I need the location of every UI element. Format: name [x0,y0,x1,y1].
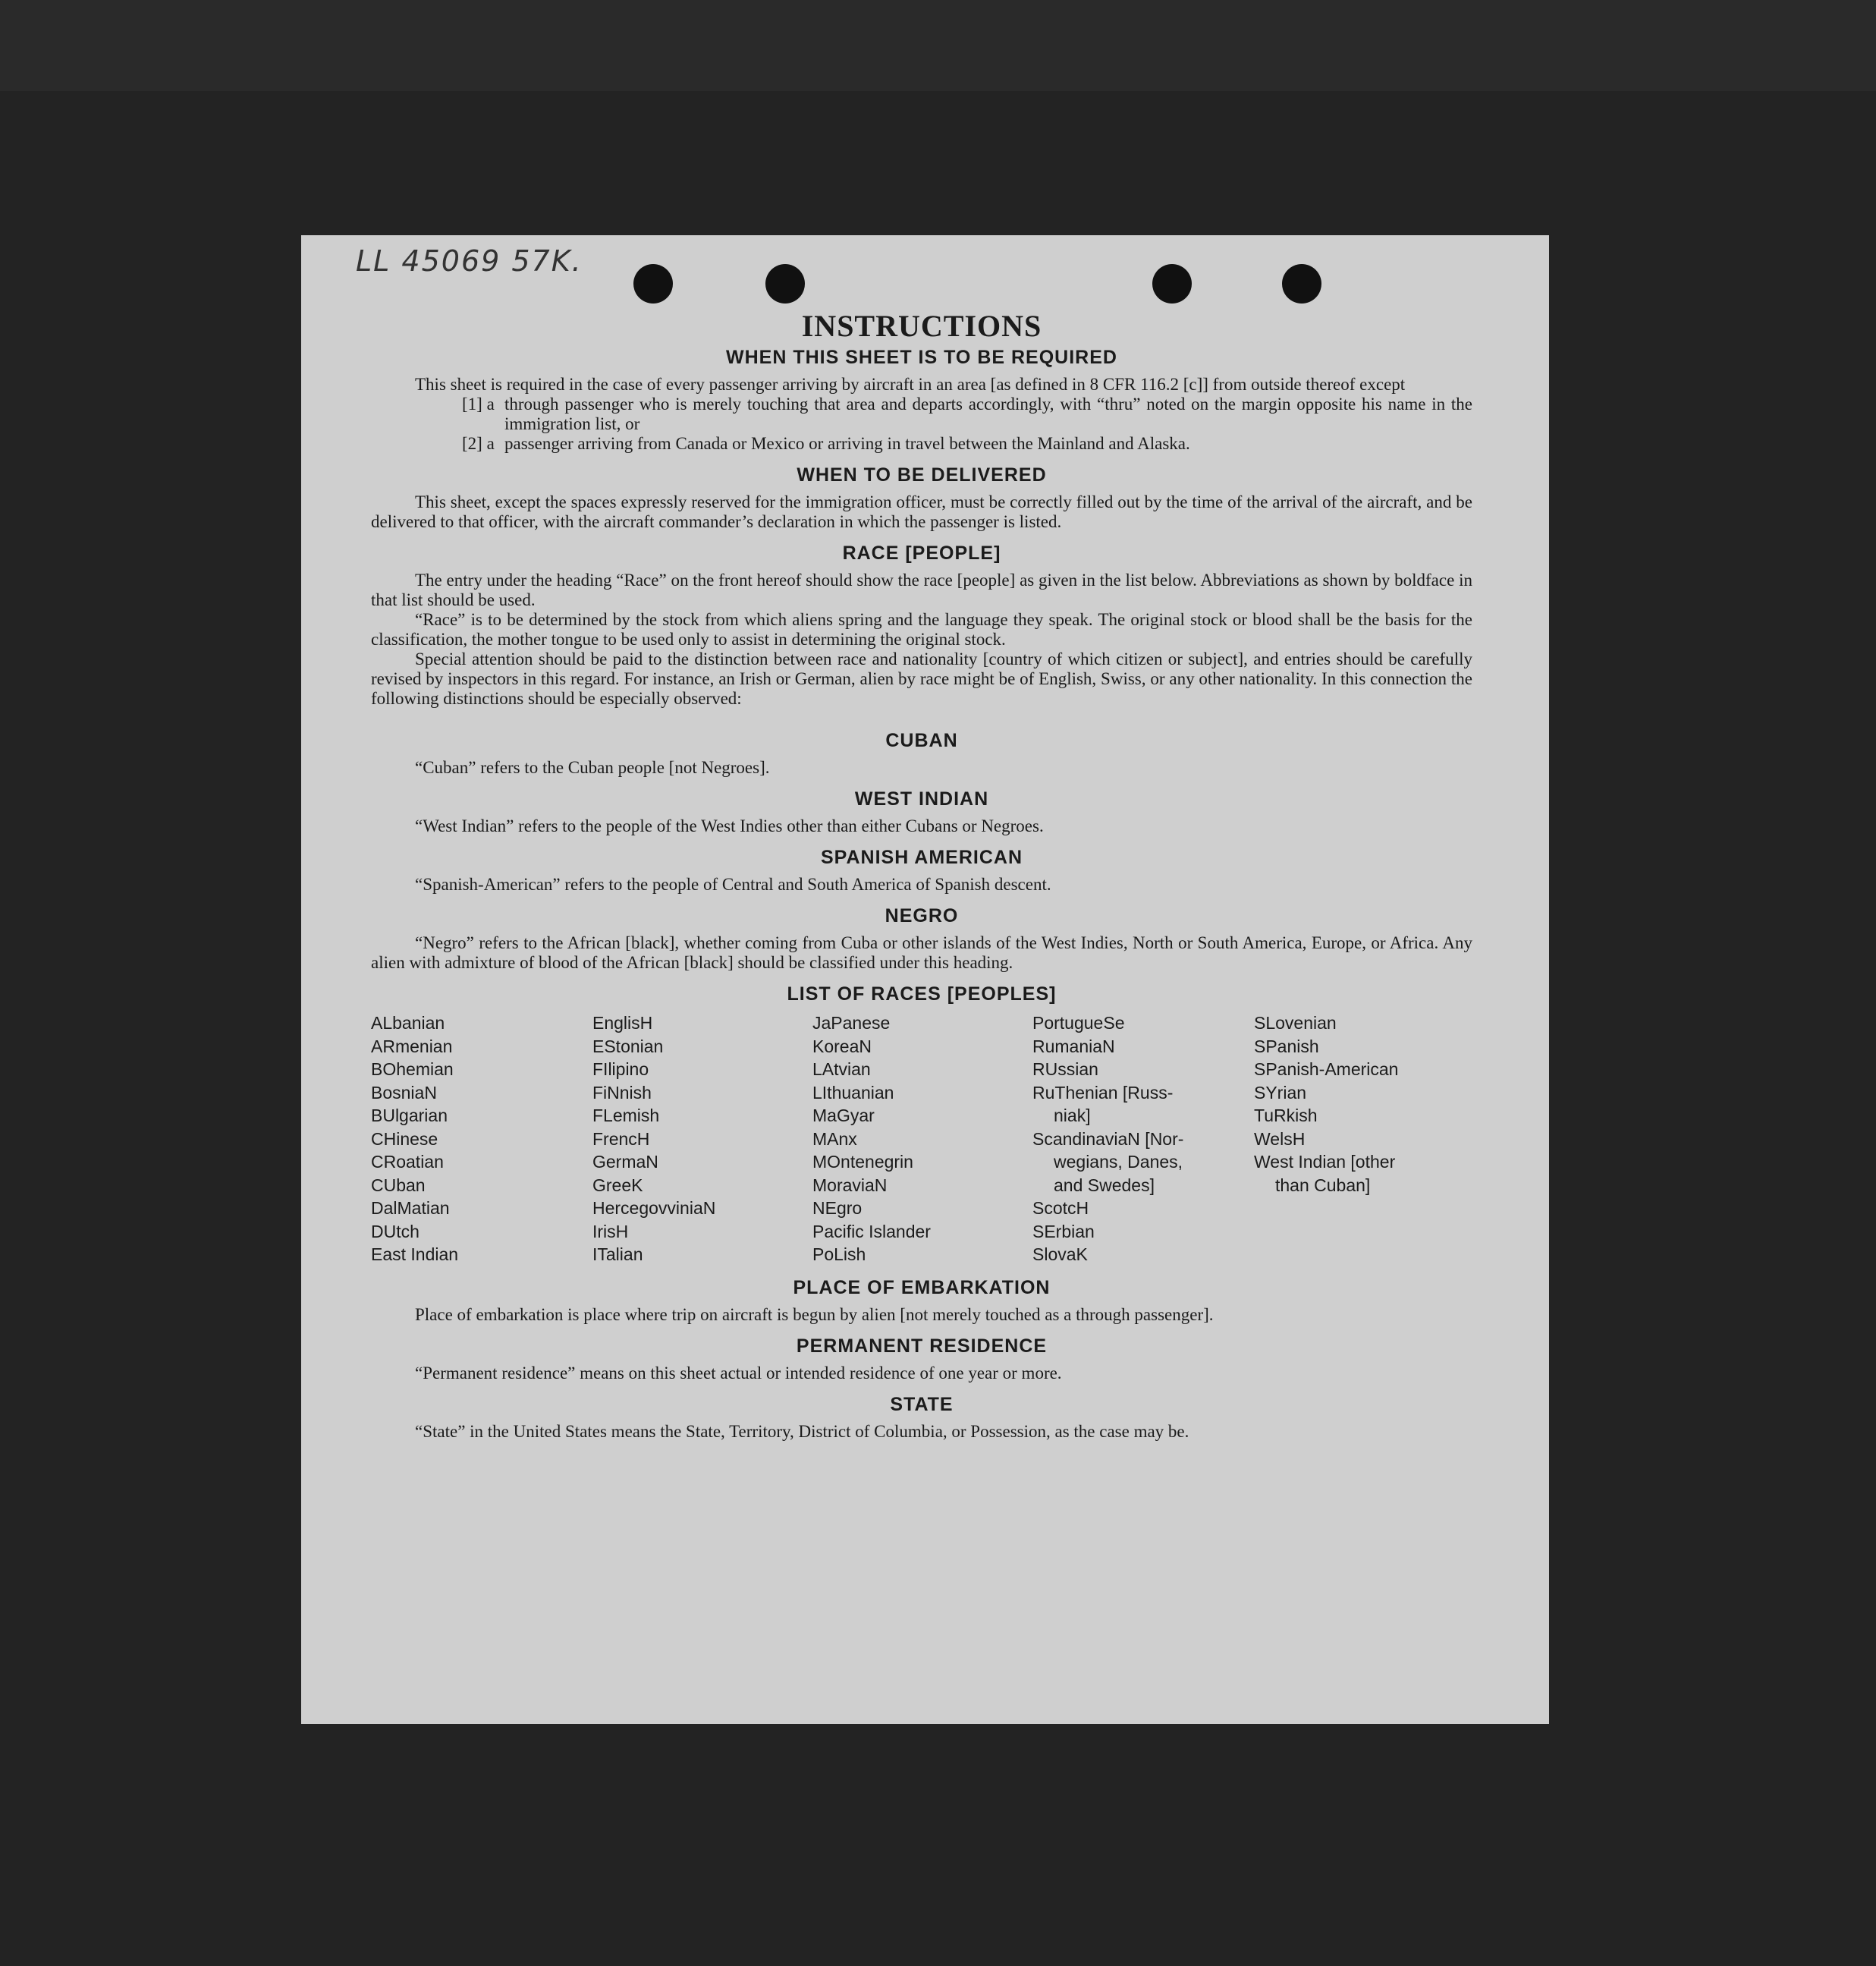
section-heading-west-indian: WEST INDIAN [854,788,989,810]
race-entry: JaPanese [812,1013,891,1033]
delivered-text: This sheet, except the spaces expressly reserved for the immigration officer, must be correctly filled out by the time of the arrival of the aircraft, and be delivered to that officer, with the aircraft commander’s declaration in which the passenger is listed. [371,492,1472,531]
instruction-sheet [301,235,1549,1724]
races-column-5 [1254,1011,1472,1266]
race-entry: BUlgarian [371,1106,448,1125]
race-entry: GreeK [592,1175,643,1195]
race-entry: Pacific Islander [812,1221,931,1241]
section-heading-spanish-american: SPANISH AMERICAN [820,847,1023,868]
residence-text: “Permanent residence” means on this sheet actual or intended residence of one year or more. [415,1363,1062,1382]
race-entry: CHinese [371,1128,438,1149]
spanish-american-text: “Spanish-American” refers to the people of Central and South America of Spanish descent. [415,875,1051,894]
state-text: “State” in the United States means the State, Territory, District of Columbia, or Possession, as the case may be. [415,1421,1189,1441]
race-entry: WelsH [1254,1128,1306,1149]
race-entry: CUban [371,1175,426,1195]
race-entry: RUssian [1032,1059,1098,1079]
race-entry: RumaniaN [1032,1036,1115,1056]
race-paragraph-3: Special attention should be paid to the distinction between race and nationality [country of which citizen or subject], and entries should be carefully revised by inspectors in this regard. For instance, an Irish or German, alien by race might be of English, Swiss, or any other nationality. In this connection the following distinctions should be especially observed: [371,650,1472,708]
race-entry: DUtch [371,1221,420,1241]
exception-text: through passenger who is merely touching that area and departs accordingly, with “thru” noted on the margin opposite his name in the immigration list, or [504,395,1472,433]
race-entry: DalMatian [371,1198,450,1218]
exception-item-1 [462,395,1472,434]
race-entry: MoraviaN [812,1175,888,1195]
exception-item-2 [462,434,1472,454]
exception-number: [2] a [462,434,495,453]
race-entry: East Indian [371,1244,459,1264]
race-entry: than Cuban] [1275,1175,1371,1195]
race-entry: ARmenian [371,1036,453,1056]
exception-text: passenger arriving from Canada or Mexico or arriving in travel between the Mainland and Alaska. [504,434,1190,453]
race-entry: MOntenegrin [812,1152,913,1172]
race-entry: NEgro [812,1198,863,1218]
punch-hole [765,264,805,304]
races-column-3 [812,1011,1032,1266]
race-entry: SErbian [1032,1221,1095,1241]
punch-hole [633,264,673,304]
races-list [371,1011,1472,1266]
section-heading-negro: NEGRO [885,905,959,926]
handwritten-note: LL 45069 57K. [356,244,583,278]
race-entry: LAtvian [812,1059,871,1079]
race-entry: ALbanian [371,1013,445,1033]
race-entry: ScandinaviaN [Nor- [1032,1128,1184,1149]
race-entry: MAnx [812,1128,857,1149]
race-entry: ITalian [592,1244,643,1264]
race-entry: GermaN [592,1152,658,1172]
section-heading-delivered: WHEN TO BE DELIVERED [797,464,1047,486]
document-title: INSTRUCTIONS [801,309,1042,343]
race-entry: ScotcH [1032,1198,1089,1218]
section-heading-embarkation: PLACE OF EMBARKATION [793,1276,1051,1298]
section-heading-race: RACE [PEOPLE] [842,543,1001,564]
race-entry: FrencH [592,1128,650,1149]
race-entry: wegians, Danes, [1054,1152,1183,1172]
cuban-text: “Cuban” refers to the Cuban people [not Negroes]. [415,758,770,777]
race-entry: EnglisH [592,1013,653,1033]
section-heading-list-of-races: LIST OF RACES [PEOPLES] [787,983,1057,1005]
race-entry: PoLish [812,1244,866,1264]
race-entry: niak] [1054,1106,1091,1125]
document-body [371,308,1472,1442]
race-entry: BosniaN [371,1082,437,1103]
negro-text: “Negro” refers to the African [black], whether coming from Cuba or other islands of the West Indies, North or South America, Europe, or Africa. Any alien with admixture of blood of the African [black] should be classified under this heading. [371,933,1472,972]
required-intro: This sheet is required in the case of every passenger arriving by aircraft in an area [as defined in 8 CFR 116.2 [c]] from outside thereof except [415,375,1406,394]
embarkation-text: Place of embarkation is place where trip on aircraft is begun by alien [not merely touched as a through passenger]. [415,1304,1214,1324]
race-entry: FiNnish [592,1082,652,1103]
race-entry: FIlipino [592,1059,649,1079]
section-heading-cuban: CUBAN [885,730,958,751]
race-entry: BOhemian [371,1059,454,1079]
race-paragraph-2: “Race” is to be determined by the stock from which aliens spring and the language they speak. The original stock or blood shall be the basis for the classification, the mother tongue to be used only to assist in determining the original stock. [371,610,1472,649]
race-entry: SPanish [1254,1036,1319,1056]
race-entry: CRoatian [371,1152,444,1172]
section-heading-state: STATE [890,1393,954,1415]
race-entry: and Swedes] [1054,1175,1155,1195]
race-entry: KoreaN [812,1036,872,1056]
section-heading-residence: PERMANENT RESIDENCE [796,1335,1048,1357]
exception-number: [1] a [462,395,495,414]
race-entry: HercegovviniaN [592,1198,716,1218]
punch-hole [1282,264,1321,304]
west-indian-text: “West Indian” refers to the people of the West Indies other than either Cubans or Negroes. [415,816,1044,835]
races-column-1 [371,1011,592,1266]
punch-hole [1152,264,1192,304]
race-entry: SlovaK [1032,1244,1088,1264]
race-entry: SLovenian [1254,1013,1337,1033]
race-entry: LIthuanian [812,1082,894,1103]
race-entry: SYrian [1254,1082,1307,1103]
race-entry: SPanish-American [1254,1059,1399,1079]
race-entry: PortugueSe [1032,1013,1125,1033]
races-column-2 [592,1011,812,1266]
race-paragraph-1: The entry under the heading “Race” on the front hereof should show the race [people] as given in the list below. Abbreviations as shown by boldface in that list should be used. [371,571,1472,609]
race-entry: RuThenian [Russ- [1032,1082,1174,1103]
race-entry: TuRkish [1254,1106,1318,1125]
races-column-4 [1032,1011,1254,1266]
section-heading-required: WHEN THIS SHEET IS TO BE REQUIRED [726,347,1117,368]
race-entry: MaGyar [812,1106,875,1125]
race-entry: EStonian [592,1036,664,1056]
race-entry: IrisH [592,1221,629,1241]
race-entry: West Indian [other [1254,1152,1396,1172]
race-entry: FLemish [592,1106,660,1125]
